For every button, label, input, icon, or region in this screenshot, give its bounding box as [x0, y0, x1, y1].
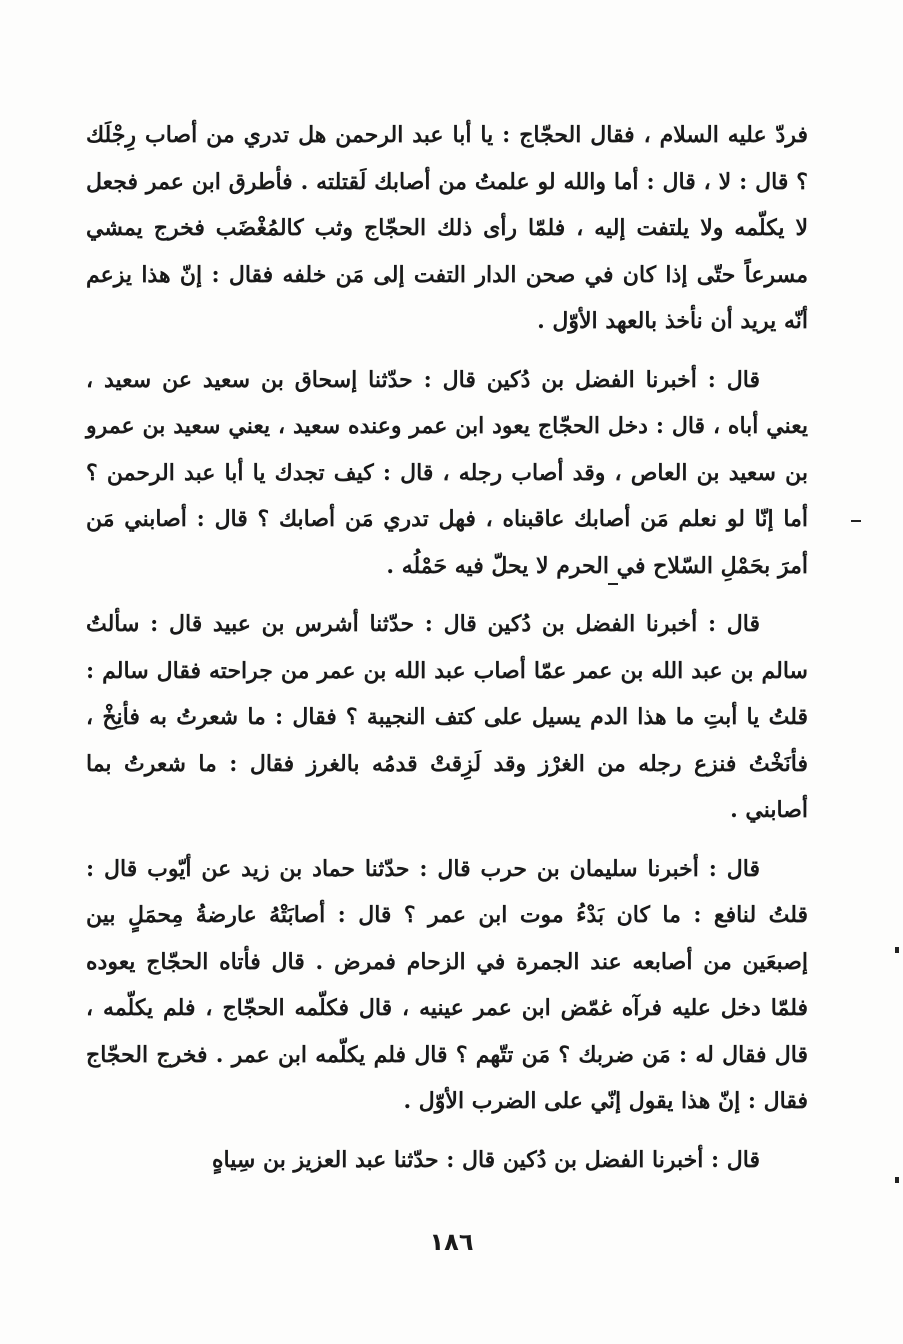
paragraph-3: قال : أخبرنا الفضل بن دُكين قال : حدّثنا أشرس بن عبيد قال : سألتُ سالم بن عبد الله بن عمر عمّا أصاب عبد الله بن عمر من جراحته فقال سالم : قلتُ يا أبتِ ما هذا الدم يسيل على كتف النجيبة ؟ فقال : ما شعرتُ به فأنِخْ ، فأنَخْتُ فنزع رجله من الغرْز وقد لَزِقتْ قدمُه بالغرز فقال : ما شعرتُ بما أصابني .: [86, 611, 808, 823]
scan-speck: [608, 583, 618, 585]
paragraph-2: قال : أخبرنا الفضل بن دُكين قال : حدّثنا إسحاق بن سعيد عن سعيد ، يعني أباه ، قال : دخل الحجّاج يعود ابن عمر وعنده سعيد ، يعني سعيد بن عمرو بن سعيد بن العاص ، وقد أصاب رجله ، قال : كيف تجدك يا أبا عبد الرحمن ؟ أما إنّا لو نعلم مَن أصابك عاقبناه ، فهل تدري مَن أصابك ؟ قال : أصابني مَن أمرَ بحَمْلِ السّلاح في الحرم لا يحلّ فيه حَمْلُه .: [86, 366, 808, 579]
scan-speck: [895, 947, 899, 953]
scan-speck: [851, 520, 861, 522]
page-number: ١٨٦: [429, 1228, 474, 1256]
scan-speck: [895, 1177, 899, 1183]
paragraph-1: فردّ عليه السلام ، فقال الحجّاج : يا أبا عبد الرحمن هل تدري من أصاب رِجْلَك ؟ قال : لا ، قال : أما والله لو علمتُ من أصابك لَقتلته . فأطرق ابن عمر فجعل لا يكلّمه ولا يلتفت إليه ، فلمّا رأى ذلك الحجّاج وثب كالمُغْضَب فخرج يمشي مسرعاً حتّى إذا كان في صحن الدار التفت إلى مَن خلفه فقال : إنّ هذا يزعم أنّه يريد أن نأخذ بالعهد الأوّل .: [86, 122, 808, 334]
paragraph-4: قال : أخبرنا سليمان بن حرب قال : حدّثنا حماد بن زيد عن أيّوب قال : قلتُ لنافع : ما كان بَدْءُ موت ابن عمر ؟ قال : أصابَتْهُ عارضةُ مِحمَلٍ بين إصبعَين من أصابعه عند الجمرة في الزحام فمرض . قال فأتاه الحجّاج يعوده فلمّا دخل عليه فرآه غمّض ابن عمر عينيه ، قال فكلّمه الحجّاج ، فلم يكلّمه ، قال فقال له : مَن ضربك ؟ مَن تتّهم ؟ قال فلم يكلّمه ابن عمر . فخرج الحجّاج فقال : إنّ هذا يقول إنّي على الضرب الأوّل .: [86, 855, 808, 1114]
main-text: [86, 112, 808, 1195]
paragraph-5: قال : أخبرنا الفضل بن دُكين قال : حدّثنا عبد العزيز بن سِياهٍ: [211, 1146, 760, 1173]
